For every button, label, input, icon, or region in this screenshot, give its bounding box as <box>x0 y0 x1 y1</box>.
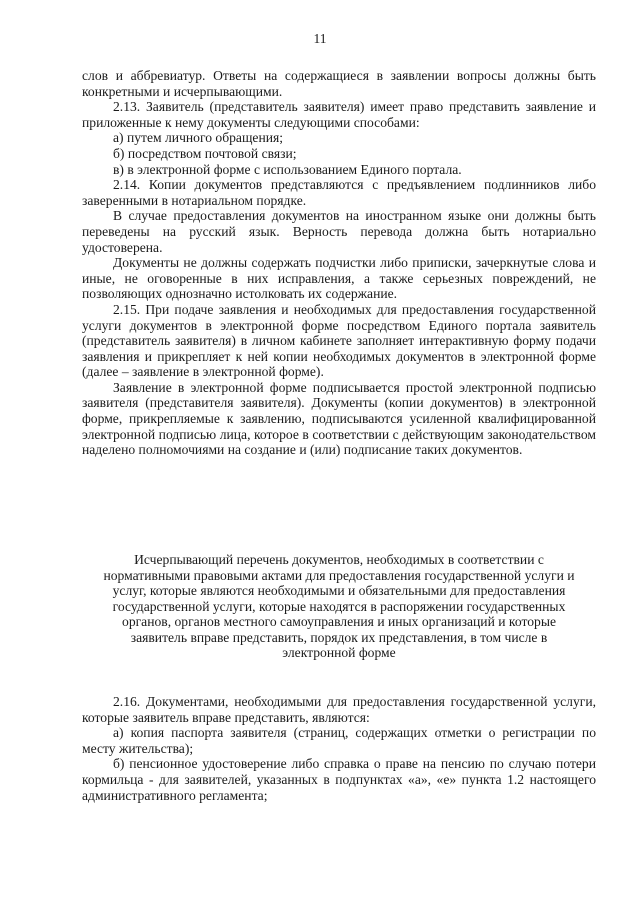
section-heading: Исчерпывающий перечень документов, необходимых в соответствии с нормативными правовыми актами для предоставления государственной услуги и услуг, которые являются необходимыми и обязательными для предоставления государственной услуги, которые находятся в распоряжении государственных органов, органов местного самоуправления и иных организаций и которые заявитель вправе представить, порядок их представления, в том числе в электронной форме <box>103 552 575 660</box>
page-number: 11 <box>313 31 327 46</box>
paragraph-electronic-signature: Заявление в электронной форме подписывается простой электронной подписью заявителя (представителя заявителя). Документы (копии документов) в электронной форме, прикрепляемые к заявлению, подписываются усиленной квалифицированной электронной подписью лица, которое в соответствии с действующим законодательством наделено полномочиями на создание и (или) подписание таких документов. <box>82 379 596 458</box>
list-item-a: а) путем личного обращения; <box>113 130 284 146</box>
list-item-c: в) в электронной форме с использованием Единого портала. <box>113 161 462 177</box>
paragraph-no-corrections: Документы не должны содержать подчистки либо приписки, зачеркнутые слова и иные, не оговоренные в них исправления, а также серьезных повреждений, не позволяющих однозначно истолковать их содержание. <box>82 255 596 302</box>
body-text-top <box>82 68 596 458</box>
paragraph-2-14: 2.14. Копии документов представляются с предъявлением подлинников либо заверенными в нотариальном порядке. <box>82 177 596 208</box>
paragraph-continuation: слов и аббревиатур. Ответы на содержащиеся в заявлении вопросы должны быть конкретными и исчерпывающими. <box>82 68 596 99</box>
list-item-a-passport: а) копия паспорта заявителя (страниц, содержащих отметки о регистрации по месту жительства); <box>82 725 596 756</box>
paragraph-2-16: 2.16. Документами, необходимыми для предоставления государственной услуги, которые заявитель вправе представить, являются: <box>82 694 596 725</box>
paragraph-2-15: 2.15. При подаче заявления и необходимых для предоставления государственной услуги документов в электронной форме посредством Единого портала заявитель (представитель заявителя) в личном кабинете заполняет интерактивную форму подачи заявления и прикрепляет к ней копии необходимых документов в электронной форме (далее – заявление в электронной форме). <box>82 301 596 380</box>
body-text-bottom <box>82 694 596 803</box>
paragraph-2-13: 2.13. Заявитель (представитель заявителя) имеет право представить заявление и приложенные к нему документы следующими способами: <box>82 99 596 130</box>
list-item-b-pension: б) пенсионное удостоверение либо справка о праве на пенсию по случаю потери кормильца - для заявителей, указанных в подпунктах «а», «е» пункта 1.2 настоящего административного регламента; <box>82 756 596 803</box>
paragraph-foreign-language: В случае предоставления документов на иностранном языке они должны быть переведены на русский язык. Верность перевода должна быть нотариально удостоверена. <box>82 208 596 255</box>
list-item-b: б) посредством почтовой связи; <box>113 145 297 161</box>
